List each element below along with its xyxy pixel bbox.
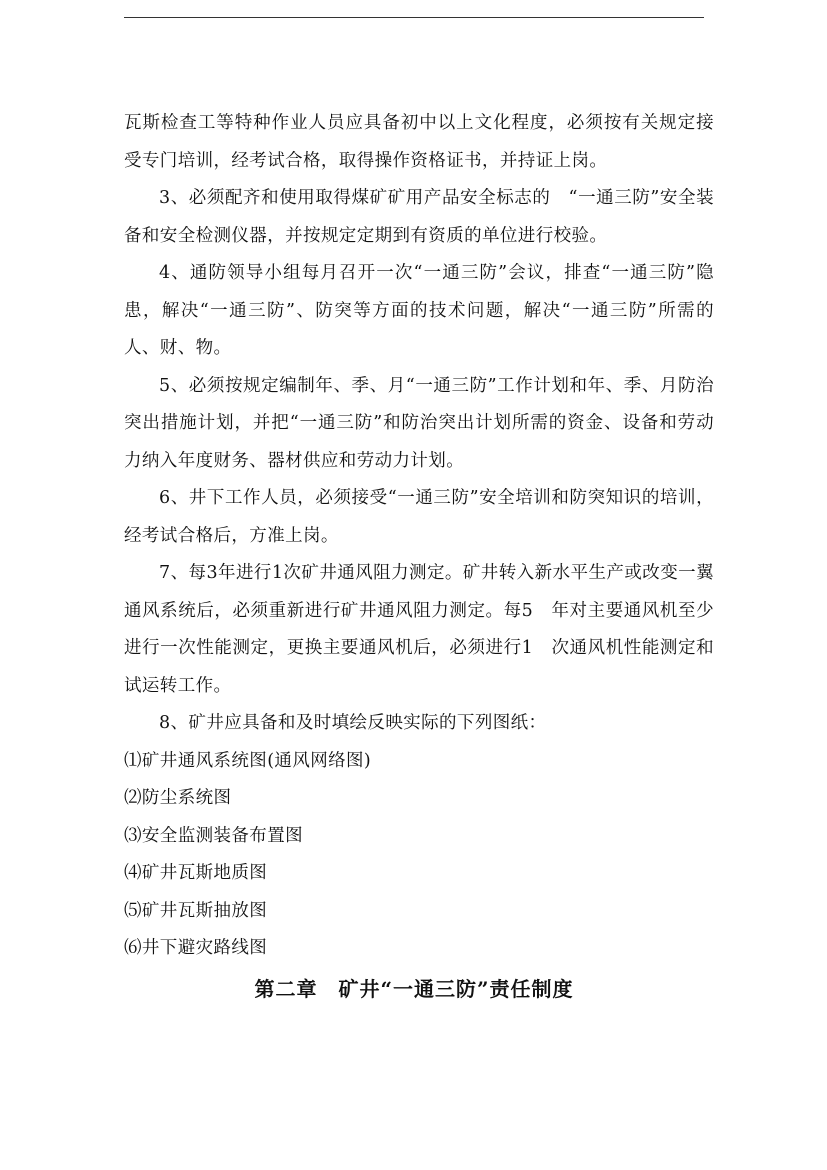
drawing-list bbox=[124, 743, 714, 968]
chapter-title: 第二章 矿井“一通三防”责任制度 bbox=[254, 976, 574, 1001]
paragraph-item-8: 8、矿井应具备和及时填绘反映实际的下列图纸： bbox=[159, 713, 547, 733]
header-rule bbox=[124, 17, 704, 18]
list-item: ⑴矿井通风系统图(通风网络图) bbox=[124, 750, 372, 771]
list-item: ⑵防尘系统图 bbox=[124, 788, 232, 808]
paragraph-item-5: 5、必须按规定编制年、季、月“一通三防”工作计划和年、季、月防治突出措施计划，并把“一通三防”和防治突出计划所需的资金、设备和劳动力纳入年度财务、器材供应和劳动力计划。 bbox=[124, 375, 714, 471]
list-item: ⑹井下避灾路线图 bbox=[124, 938, 268, 958]
paragraph-item-4: 4、通防领导小组每月召开一次“一通三防”会议，排查“一通三防”隐患，解决“一通三防”、防突等方面的技术问题，解决“一通三防”所需的人、财、物。 bbox=[124, 263, 714, 358]
paragraph-item-7: 7、每3年进行1次矿井通风阻力测定。矿井转入新水平生产或改变一翼通风系统后，必须重新进行矿井通风阻力测定。每5 年对主要通风机至少进行一次性能测定，更换主要通风机后，必须进行1 次通风机性能测定和试运转工作。 bbox=[124, 563, 714, 696]
list-item: ⑶安全监测装备布置图 bbox=[124, 825, 303, 846]
list-item: ⑷矿井瓦斯地质图 bbox=[124, 863, 268, 883]
list-item: ⑸矿井瓦斯抽放图 bbox=[124, 900, 268, 921]
document-body bbox=[124, 105, 714, 1010]
paragraph-item-6: 6、井下工作人员，必须接受“一通三防”安全培训和防突知识的培训，经考试合格后，方准上岗。 bbox=[124, 488, 714, 546]
paragraph-item-3: 3、必须配齐和使用取得煤矿矿用产品安全标志的 “一通三防”安全装备和安全检测仪器，并按规定定期到有资质的单位进行校验。 bbox=[124, 188, 714, 246]
paragraph-continuation: 瓦斯检查工等特种作业人员应具备初中以上文化程度，必须按有关规定接受专门培训，经考试合格，取得操作资格证书，并持证上岗。 bbox=[124, 113, 714, 171]
